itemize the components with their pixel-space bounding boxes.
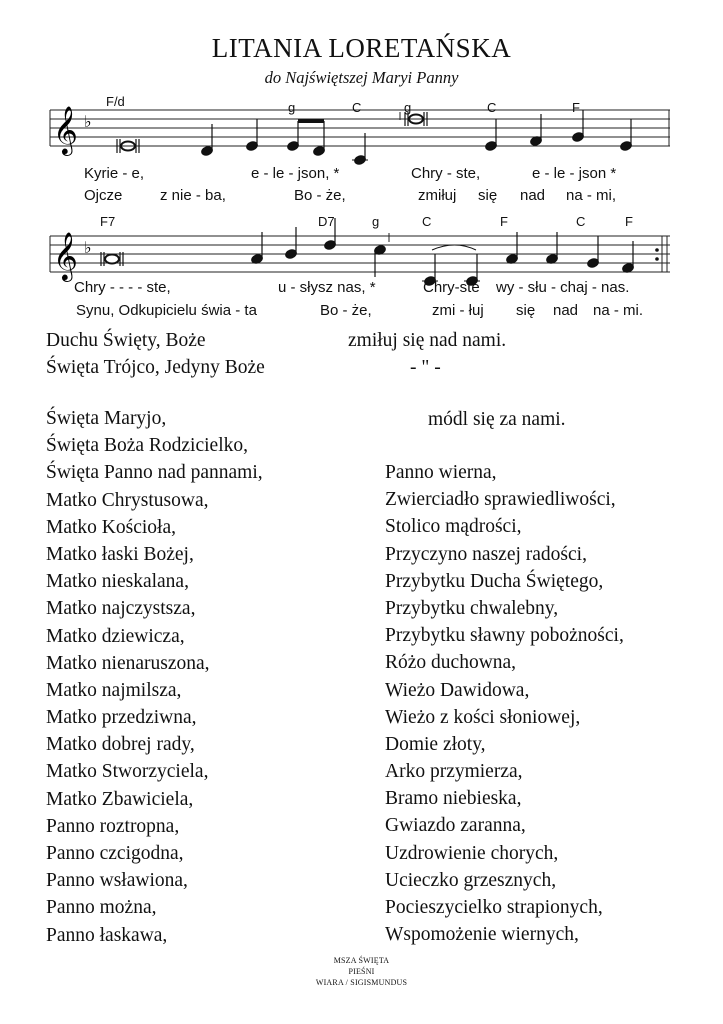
litany-line: Matko dziewicza, [46,625,185,647]
litany-line: Panno czcigodna, [46,843,184,864]
lyric-text: Kyrie - e, [84,165,145,182]
lyric-text: e - le - json, * [251,165,340,182]
litany-line: Matko łaski Bożej, [46,543,194,565]
treble-clef-icon: 𝄞 [53,231,78,280]
litany-line: Pocieszycielko strapionych, [385,897,603,918]
staff-system-2 [50,214,670,319]
litany-line: Arko przymierza, [385,761,523,783]
music-score [0,0,723,330]
invocation-trinity: Święta Trójco, Jedyny Boże [46,357,265,378]
invocation-response: zmiłuj się nad nami. [348,330,507,351]
chord-label: C [576,214,586,229]
lyric-text: z nie - ba, [160,187,226,204]
litany-line: Gwiazdo zaranna, [385,815,526,837]
chord-label: F [500,214,508,229]
lyric-text: wy - słu - chaj - nas. [496,279,630,296]
litany-line: Wieżo Dawidowa, [385,679,530,701]
lyric-text: zmi - łuj [432,302,484,319]
page-title: LITANIA LORETAŃSKA [211,33,512,63]
litany-line: Matko przedziwna, [46,707,197,729]
chord-label: F [572,100,580,115]
chord-label: g [372,214,380,229]
litany-line: Święta Maryjo, [46,408,167,429]
lyric-text: na - mi. [593,302,644,319]
lyric-text: Synu, Odkupicielu świa - ta [76,302,257,319]
lyric-text: Bo - że, [294,187,346,204]
chord-label: D7 [318,214,335,229]
litany-line: Matko Chrystusowa, [46,489,209,511]
litany-line: Panno roztropna, [46,815,180,837]
litany-line: Panno wierna, [385,462,497,483]
footer-line: MSZA ŚWIĘTA [333,956,390,965]
litany-line: Wieżo z kości słoniowej, [385,706,581,728]
litany-line: Stolico mądrości, [385,516,522,538]
litany-line: Matko dobrej rady, [46,734,195,756]
litany-line: Panno można, [46,897,157,919]
staff-lines-2 [50,233,670,272]
lyric-text: Chry - ste, [411,165,481,182]
lyric-text: u - słysz nas, * [278,279,376,296]
lyric-text: się [516,302,536,319]
notes-system-1 [117,110,633,166]
notes-system-2 [101,218,635,287]
footer-credits [0,955,723,988]
litany-line: Matko nieskalana, [46,571,189,593]
ditto-mark: - " - [410,357,441,378]
lyric-text: Chry - - - - ste, [74,279,171,296]
treble-clef-icon: 𝄞 [53,105,78,154]
lyric-text: nad [520,187,546,204]
litany-line: Przyczyno naszej radości, [385,543,587,565]
litany-line: Matko Kościoła, [46,516,176,538]
chord-label: F7 [100,214,116,229]
invocation-holy-spirit: Duchu Święty, Boże [46,330,206,351]
litany-line: Matko najmilsza, [46,679,182,701]
flat-sign-icon: ♭ [84,112,92,131]
litany-response: módl się za nami. [428,409,566,430]
litany-line: Matko nienaruszona, [46,652,210,674]
litany-line: Bramo niebieska, [385,788,522,810]
chord-label: g [288,100,296,115]
page-subtitle: do Najświętszej Maryi Panny [264,68,459,87]
chord-label: F/d [106,94,125,109]
chord-label: F [625,214,633,229]
litany-line: Panno wsławiona, [46,870,188,892]
litany-line: Matko Zbawiciela, [46,788,194,810]
litany-line: Przybytku sławny pobożności, [385,625,624,647]
litany-line: Zwierciadło sprawiedliwości, [385,489,616,511]
lyric-text: się [478,187,498,204]
chord-label: g [404,100,412,115]
litany-line: Przybytku chwalebny, [385,597,559,619]
litany-line: Święta Panno nad pannami, [46,462,263,484]
litany-right-column [385,459,624,948]
flat-sign-icon: ♭ [84,238,92,257]
litany-line: Uzdrowienie chorych, [385,842,559,864]
litany-line: Wspomożenie wiernych, [385,924,579,946]
footer-line: PIEŚNI [348,967,375,976]
litany-line: Różo duchowna, [385,652,517,674]
chord-label: C [352,100,362,115]
lyric-text: Bo - że, [320,302,372,319]
litany-line: Matko Stworzyciela, [46,761,209,783]
staff-system-1 [50,94,670,204]
litany-line: Przybytku Ducha Świętego, [385,570,604,592]
litany-line: Panno łaskawa, [46,924,168,946]
lyric-text: e - le - json * [532,165,617,182]
lyric-text: na - mi, [566,187,617,204]
litany-line: Święta Boża Rodzicielko, [46,435,248,457]
chord-label: C [487,100,497,115]
lyric-text: Ojcze [84,187,123,204]
lyric-text: nad [553,302,579,319]
lyric-text: Chry-ste [423,279,480,296]
litany-left-column [46,405,263,949]
chord-label: C [422,214,432,229]
lyric-text: zmiłuj [418,187,457,204]
litany-line: Matko najczystsza, [46,598,196,620]
litany-line: Ucieczko grzesznych, [385,869,557,891]
footer-line: WIARA / SIGISMUNDUS [315,978,408,987]
litany-line: Domie złoty, [385,733,486,755]
